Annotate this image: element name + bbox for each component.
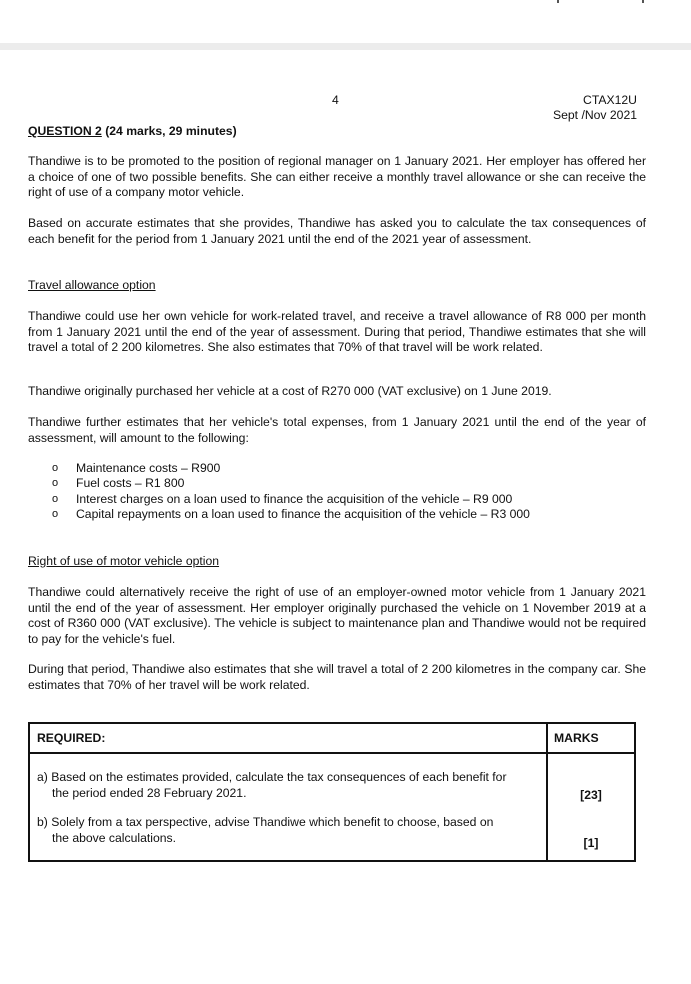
travel-allowance-paragraph: Thandiwe could use her own vehicle for work-related travel, and receive a travel allowance of R8 000 per month from 1 January 2021 until the end of the year of assessment. During that period, Thandiwe estimates that she will travel a total of 2 200 kilometres. She also estimates that 70% of that travel will be work related. xyxy=(28,309,646,355)
right-of-use-paragraph: Thandiwe could alternatively receive the right of use of an employer-owned motor vehicle from 1 January 2021 until the end of the year of assessment. Her employer originally purchased the vehicle on 1 November 2019 at a cost of R360 000 (VAT exclusive). The vehicle is subject to maintenance plan and Thandiwe would not be required to pay for the vehicle's fuel. xyxy=(28,585,646,646)
required-item-b: b) Solely from a tax perspective, advise Thandiwe which benefit to choose, based on the above calculations. xyxy=(37,815,494,845)
marks-header: MARKS xyxy=(547,723,635,753)
marks-b: [1] xyxy=(583,836,599,850)
travel-allowance-heading: Travel allowance option xyxy=(28,278,156,292)
intro-paragraph: Based on accurate estimates that she provides, Thandiwe has asked you to calculate the tax consequences of each benefit for the period from 1 January 2021 until the end of the 2021 year of assessment. xyxy=(28,216,646,246)
bullet-icon: o xyxy=(52,477,59,490)
travel-allowance-paragraph: Thandiwe further estimates that her vehicle's total expenses, from 1 January 2021 until the end of the year of assessment, will amount to the following: xyxy=(28,415,646,445)
required-table xyxy=(28,722,636,862)
required-items xyxy=(29,753,547,861)
travel-allowance-paragraph: Thandiwe originally purchased her vehicle at a cost of R270 000 (VAT exclusive) on 1 June 2019. xyxy=(28,384,552,398)
course-header xyxy=(553,93,637,123)
course-code: CTAX12U xyxy=(583,93,637,107)
page-separator xyxy=(0,43,691,50)
previous-page-remnant xyxy=(0,0,691,4)
required-header: REQUIRED: xyxy=(29,723,547,753)
list-item: o Maintenance costs – R900 xyxy=(52,461,221,475)
marks-column xyxy=(547,753,635,861)
marks-a: [23] xyxy=(580,788,602,802)
required-item-a: a) Based on the estimates provided, calculate the tax consequences of each benefit for the period ended 28 February 2021. xyxy=(37,770,507,800)
right-of-use-paragraph: During that period, Thandiwe also estimates that she will travel a total of 2 200 kilometres in the company car. She estimates that 70% of her travel will be work related. xyxy=(28,662,646,692)
bullet-icon: o xyxy=(52,462,59,474)
list-item: o Interest charges on a loan used to finance the acquisition of the vehicle – R9 000 xyxy=(52,491,513,506)
expense-list xyxy=(52,461,530,522)
bullet-icon: o xyxy=(52,492,59,505)
question-title xyxy=(28,124,237,138)
right-of-use-heading: Right of use of motor vehicle option xyxy=(28,554,220,568)
intro-paragraph: Thandiwe is to be promoted to the position of regional manager on 1 January 2021. Her employer has offered her a choice of one of two possible benefits. She can either receive a monthly travel allowance or she can receive the right of use of a company motor vehicle. xyxy=(28,154,646,200)
question-details: (24 marks, 29 minutes) xyxy=(101,124,237,138)
exam-session: Sept /Nov 2021 xyxy=(552,108,637,122)
page-number: 4 xyxy=(332,93,339,107)
list-item: o Fuel costs – R1 800 xyxy=(52,476,185,491)
bullet-icon: o xyxy=(52,507,59,520)
list-item: o Capital repayments on a loan used to finance the acquisition of the vehicle – R3 000 xyxy=(52,506,530,521)
question-label: QUESTION 2 xyxy=(28,124,102,138)
